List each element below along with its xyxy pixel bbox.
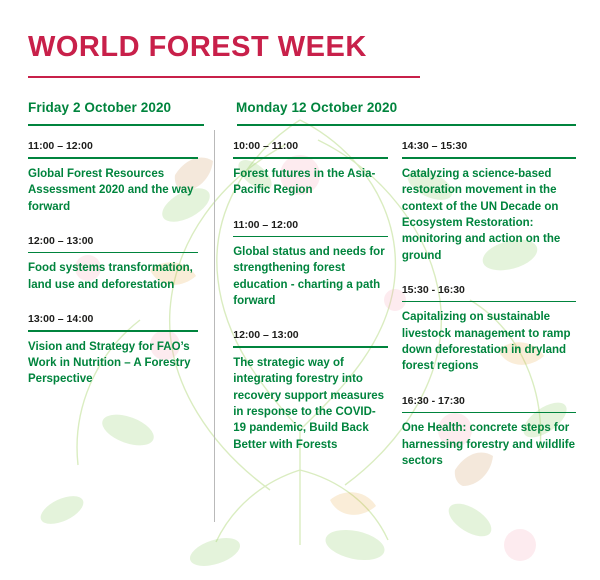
session-rule — [402, 412, 576, 414]
session-item[interactable] — [233, 329, 388, 452]
schedule-column-monday-morning — [233, 140, 402, 522]
session-title: The strategic way of integrating forestry into recovery support measures in response to the COVID-19 pandemic, Build Back Better with Forests — [233, 356, 385, 451]
session-title: Capitalizing on sustainable livestock management to ramp down deforestation in dryland forest regions — [401, 311, 571, 373]
session-title: Vision and Strategy for FAO’s Work in Nutrition – A Forestry Perspective — [28, 340, 191, 386]
session-item[interactable] — [402, 284, 576, 375]
session-item[interactable] — [233, 140, 388, 198]
session-time: 10:00 – 11:00 — [233, 140, 299, 153]
session-title: Forest futures in the Asia-Pacific Region — [233, 167, 376, 197]
session-title: Food systems transformation, land use and deforestation — [28, 262, 193, 291]
day-heading-monday: Monday 12 October 2020 — [236, 100, 398, 116]
day-heading-dividers — [24, 124, 576, 126]
session-title: Global status and needs for strengthening forest education - charting a path forward — [233, 246, 385, 308]
schedule-column-monday-afternoon — [402, 140, 576, 522]
session-time: 12:00 – 13:00 — [233, 329, 299, 342]
session-time: 11:00 – 12:00 — [233, 218, 299, 231]
session-item[interactable] — [28, 140, 198, 214]
session-time: 15:30 - 16:30 — [401, 283, 465, 296]
schedule-columns — [24, 140, 576, 522]
session-item[interactable] — [28, 235, 198, 293]
session-rule — [233, 157, 388, 159]
session-time: 16:30 - 17:30 — [401, 394, 465, 407]
session-time: 13:00 – 14:00 — [28, 313, 94, 326]
day-heading-friday: Friday 2 October 2020 — [28, 100, 172, 116]
session-rule — [28, 252, 198, 254]
session-title: One Health: concrete steps for harnessing forestry and wildlife sectors — [401, 422, 576, 467]
session-rule — [28, 157, 198, 159]
session-rule — [402, 157, 576, 159]
session-rule — [28, 330, 198, 332]
page-title: WORLD FOREST WEEK — [28, 31, 367, 63]
column-divider — [214, 130, 215, 522]
title-divider — [28, 76, 420, 78]
day-divider-monday — [237, 124, 576, 126]
session-item[interactable] — [402, 395, 576, 469]
session-item[interactable] — [28, 313, 198, 387]
session-item[interactable] — [233, 219, 388, 310]
session-rule — [402, 301, 576, 303]
day-headings — [24, 100, 576, 115]
day-divider-friday — [28, 124, 204, 126]
session-time: 11:00 – 12:00 — [28, 140, 93, 153]
session-time: 14:30 – 15:30 — [401, 140, 468, 153]
session-title: Global Forest Resources Assessment 2020 and the way forward — [28, 167, 194, 213]
session-item[interactable] — [402, 140, 576, 263]
schedule-column-friday — [28, 140, 214, 522]
session-time: 12:00 – 13:00 — [28, 234, 94, 247]
session-rule — [233, 236, 388, 238]
session-title: Catalyzing a science-based restoration movement in the context of the UN Decade on Ecosystem Restoration: monitoring and action on the ground — [401, 167, 561, 262]
session-rule — [233, 346, 388, 348]
